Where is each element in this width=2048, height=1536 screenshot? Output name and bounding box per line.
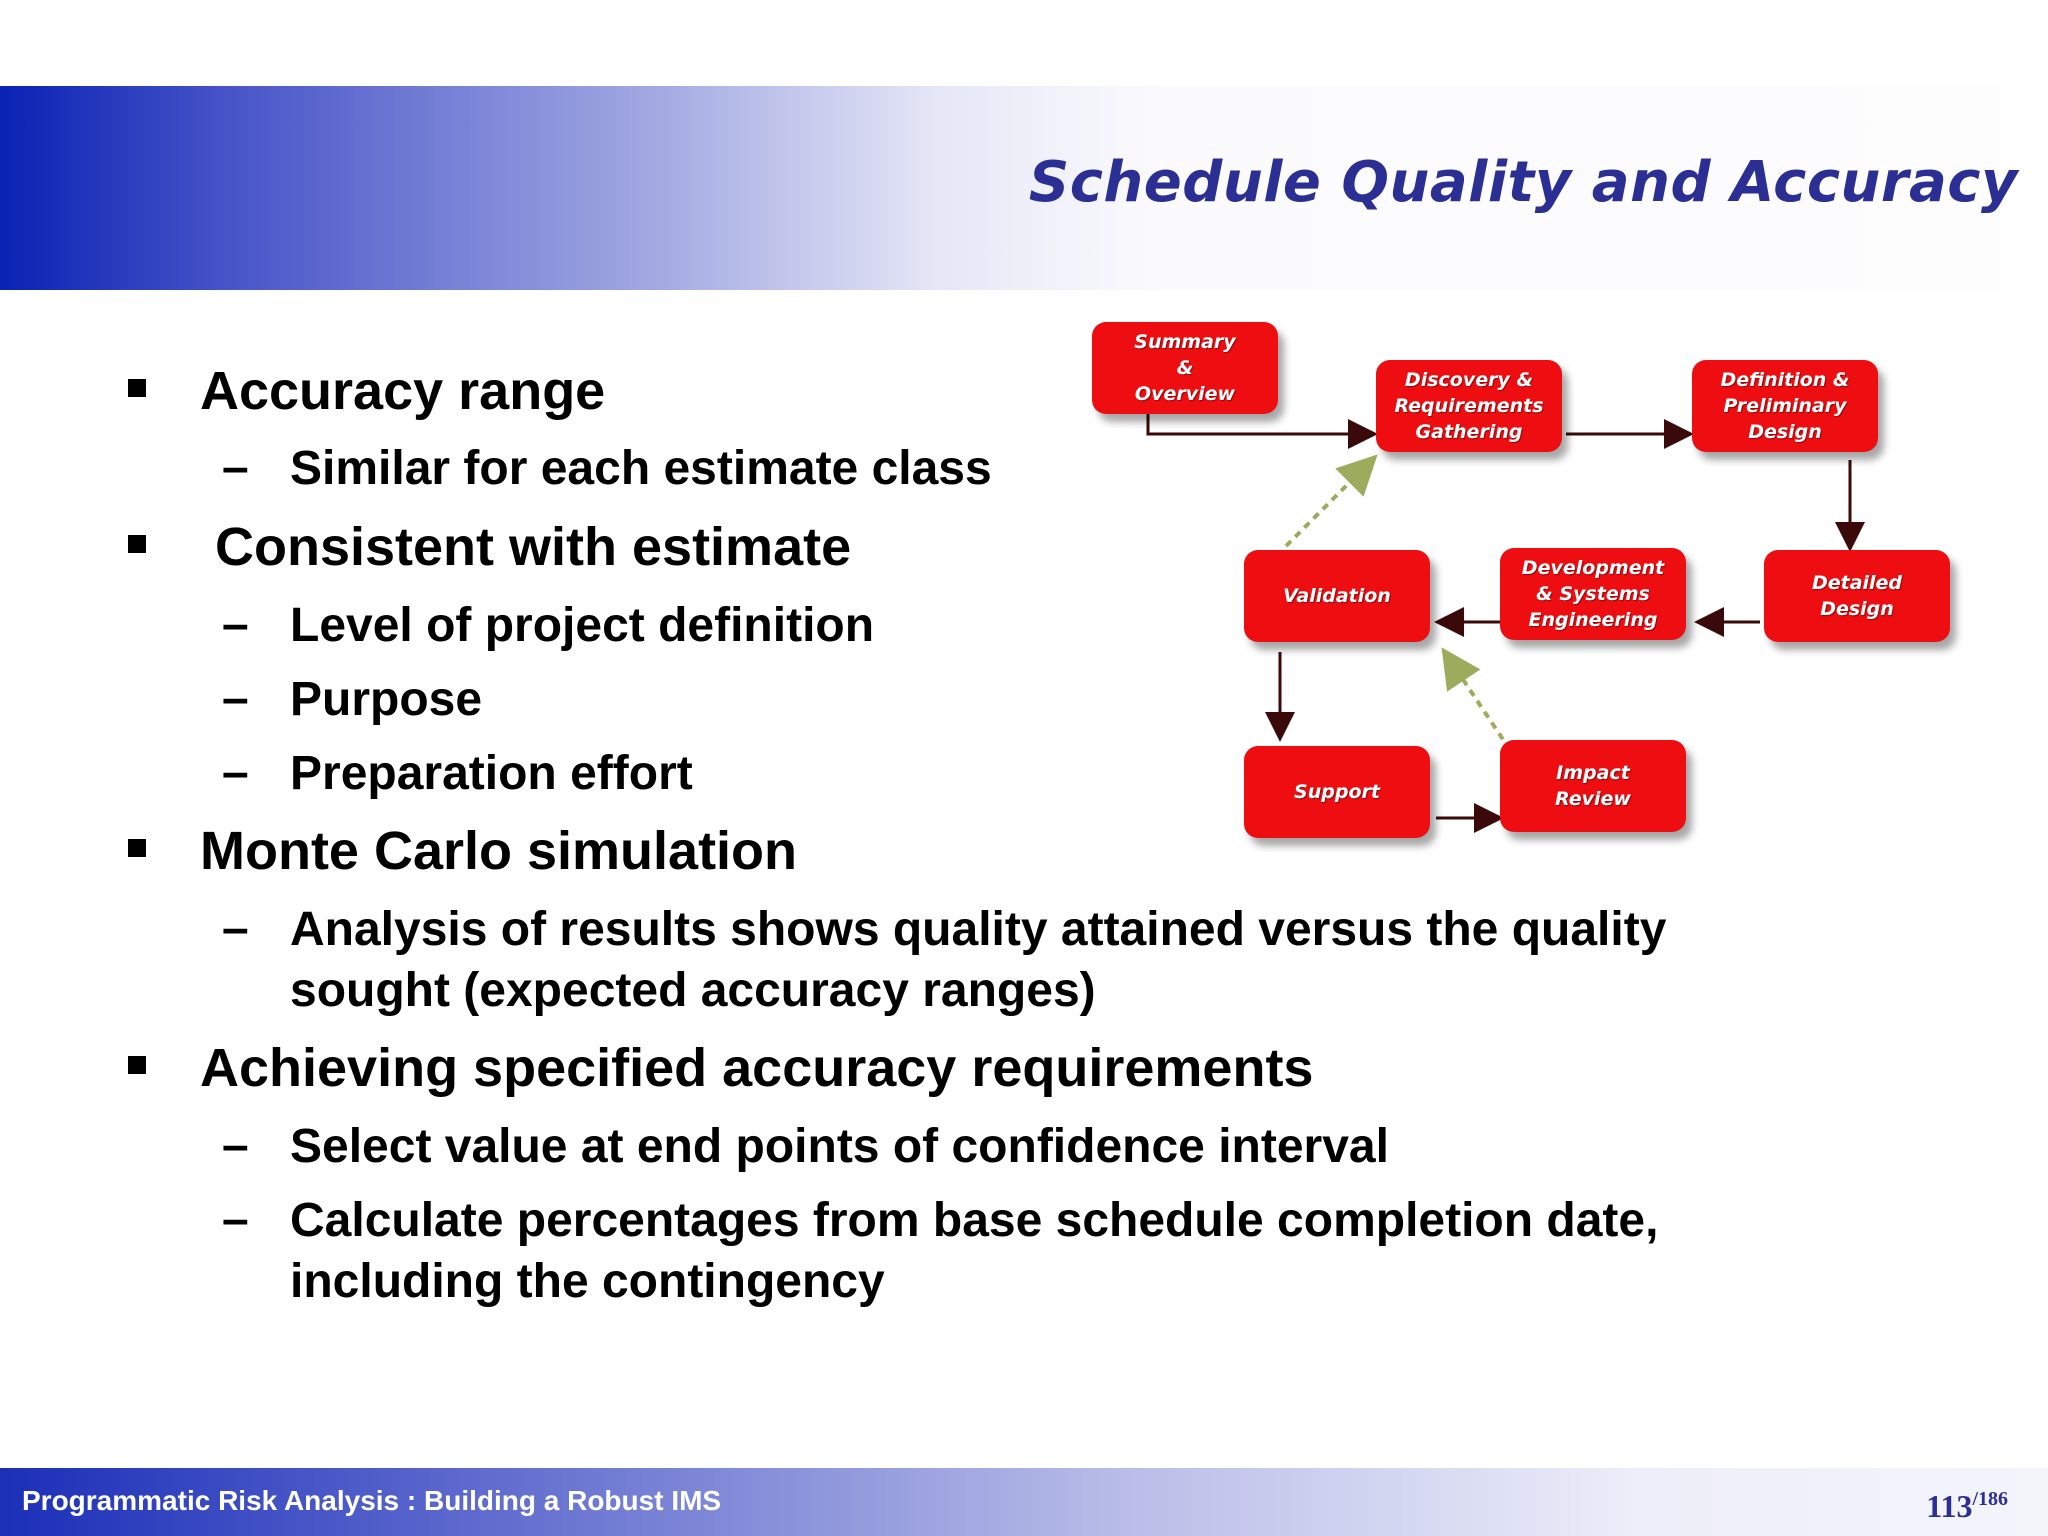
- step-detailed-design: Detailed Design: [1764, 550, 1950, 642]
- sub-bullet-item: including the contingency: [290, 1255, 885, 1308]
- bullet-item: Consistent with estimate: [200, 517, 852, 577]
- bullet-marker: [128, 535, 146, 553]
- sub-bullet-item: Level of project definition: [290, 599, 875, 652]
- arrow-summary-discovery: [1148, 412, 1372, 434]
- step-definition-design: Definition & Preliminary Design: [1692, 360, 1878, 452]
- dash-marker: –: [222, 1119, 249, 1172]
- bullet-marker: [128, 1056, 146, 1074]
- bullet-item: Monte Carlo simulation: [200, 821, 798, 881]
- step-validation: Validation: [1244, 550, 1430, 642]
- feedback-impact-validation: [1446, 654, 1510, 750]
- sub-bullet-item: Similar for each estimate class: [290, 442, 992, 495]
- step-discovery-requirements: Discovery & Requirements Gathering: [1376, 360, 1562, 452]
- dash-marker: –: [222, 441, 249, 494]
- step-impact-review: Impact Review: [1500, 740, 1686, 832]
- sub-bullet-item: Purpose: [290, 673, 483, 726]
- sub-bullet-item: sought (expected accuracy ranges): [290, 964, 1096, 1017]
- dash-marker: –: [222, 746, 249, 799]
- dash-marker: –: [222, 902, 249, 955]
- bullet-item: Accuracy range: [200, 361, 606, 421]
- feedback-validation-discovery: [1286, 460, 1372, 546]
- dash-marker: –: [222, 672, 249, 725]
- bullet-item: Achieving specified accuracy requirements: [200, 1038, 1314, 1098]
- slide-title: Schedule Quality and Accuracy: [1028, 150, 2018, 215]
- process-diagram: [1080, 310, 1980, 870]
- dash-marker: –: [222, 1193, 249, 1246]
- step-development-engineering: Development & Systems Engineering: [1500, 548, 1686, 640]
- bullet-marker: [128, 839, 146, 857]
- page-current: 113: [1926, 1488, 1973, 1524]
- sub-bullet-item: Analysis of results shows quality attained versus the quality: [290, 903, 1667, 956]
- bullet-marker: [128, 379, 146, 397]
- sub-bullet-item: Preparation effort: [290, 747, 693, 800]
- page-total: /186: [1972, 1488, 2008, 1510]
- sub-bullet-item: Calculate percentages from base schedule completion date,: [290, 1194, 1659, 1247]
- dash-marker: –: [222, 598, 249, 651]
- page-number: [1926, 1488, 2008, 1525]
- sub-bullet-item: Select value at end points of confidence interval: [290, 1120, 1389, 1173]
- footer-caption: Programmatic Risk Analysis : Building a Robust IMS: [22, 1485, 722, 1516]
- step-summary-overview: Summary & Overview: [1092, 322, 1278, 414]
- step-support: Support: [1244, 746, 1430, 838]
